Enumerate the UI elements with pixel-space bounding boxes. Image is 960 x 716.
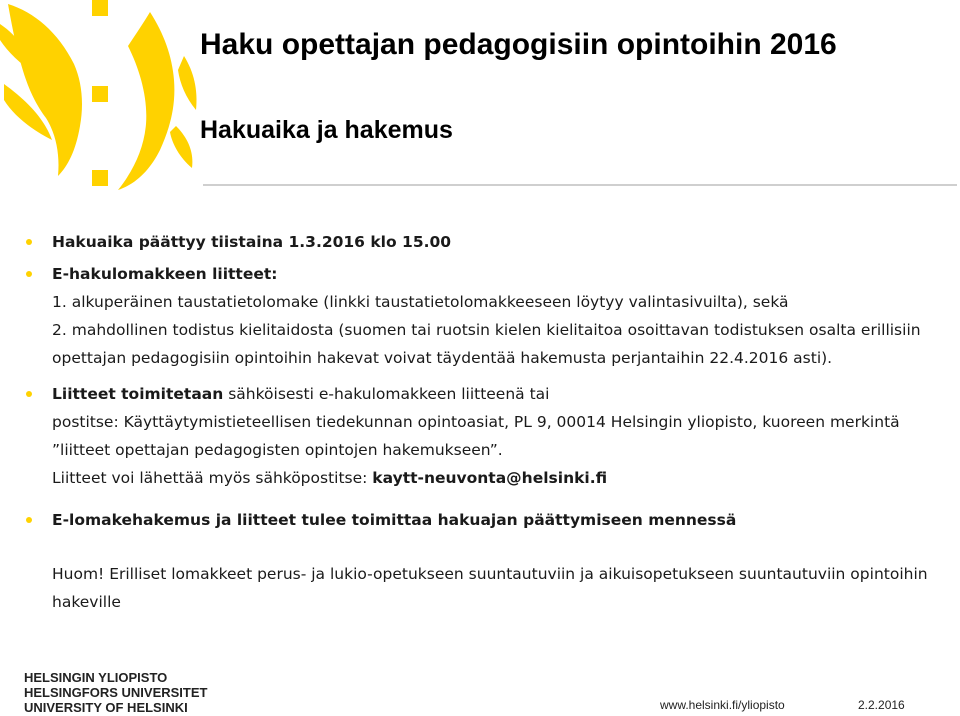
bullet-attachments-delivery xyxy=(24,380,952,492)
helsinki-flame-logo-icon xyxy=(0,0,200,200)
deadline-text: Hakuaika päättyy tiistaina 1.3.2016 klo 15.00 xyxy=(52,233,452,251)
attachments-lead-bold: Liitteet toimitetaan xyxy=(52,385,224,403)
attachments-email-link[interactable]: kaytt-neuvonta@helsinki.fi xyxy=(372,469,608,487)
page-title: Haku opettajan pedagogisiin opintoihin 2016 xyxy=(200,28,837,61)
logo-line-fi: HELSINGIN YLIOPISTO xyxy=(24,670,168,685)
university-logo-text xyxy=(24,670,207,715)
footer-date: 2.2.2016 xyxy=(858,698,905,712)
attachments-lead-rest: sähköisesti e-hakulomakkeen liitteenä tai xyxy=(223,385,550,403)
page-subtitle: Hakuaika ja hakemus xyxy=(200,116,453,144)
logo-line-en: UNIVERSITY OF HELSINKI xyxy=(24,700,188,715)
bullet-eform-attachments xyxy=(24,260,952,372)
bullet-deadline xyxy=(24,228,952,256)
bullet-deadline-note xyxy=(24,506,952,534)
title-divider xyxy=(203,184,957,186)
eform-heading: E-hakulomakkeen liitteet: xyxy=(52,265,278,283)
main-content xyxy=(24,228,952,616)
eform-item-1: 1. alkuperäinen taustatietolomake (linkki taustatietolomakkeeseen löytyy valintasivuilta), sekä xyxy=(52,293,789,311)
attachments-email-lead: Liitteet voi lähettää myös sähköpostitse: xyxy=(52,469,373,487)
deadline-note-text: E-lomakehakemus ja liitteet tulee toimittaa hakuajan päättymiseen mennessä xyxy=(52,511,737,529)
attachments-postal-address: postitse: Käyttäytymistieteellisen tiedekunnan opintoasiat, PL 9, 00014 Helsingin yliopisto, kuoreen merkintä ”liitteet opettajan pedagogisten opintojen hakemukseen”. xyxy=(52,413,900,459)
eform-item-2: 2. mahdollinen todistus kielitaidosta (suomen tai ruotsin kielen kielitaitoa osoittavan todistuksen osalta erillisiin opettajan pedagogisiin opintoihin hakevat voivat täydentää hakemusta perjantaihin 22.4.2016 asti). xyxy=(52,321,921,367)
logo-line-sv: HELSINGFORS UNIVERSITET xyxy=(24,685,208,700)
note-text: Huom! Erilliset lomakkeet perus- ja lukio-opetukseen suuntautuviin ja aikuisopetukseen suuntautuviin opintoihin hakeville xyxy=(52,565,928,611)
footer-url[interactable]: www.helsinki.fi/yliopisto xyxy=(660,698,785,712)
